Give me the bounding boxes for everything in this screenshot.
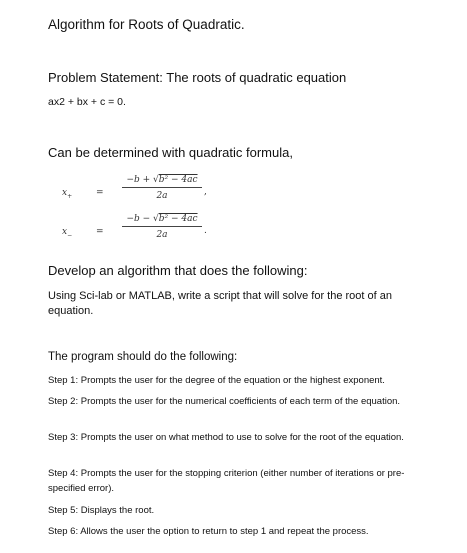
formula-punctuation: ,	[204, 187, 207, 197]
step-1: Step 1: Prompts the user for the degree of the equation or the highest exponent.	[48, 375, 385, 386]
formula-lhs	[62, 227, 72, 239]
step-4: Step 4: Prompts the user for the stopping criterion (either number of iterations or pre-specified error).	[48, 468, 405, 494]
denominator: 2a	[156, 230, 168, 240]
document-title: Algorithm for Roots of Quadratic.	[48, 17, 245, 32]
equals-sign: =	[96, 188, 104, 198]
program-heading: The program should do the following:	[48, 351, 238, 363]
step-2: Step 2: Prompts the user for the numerical coefficients of each term of the equation.	[48, 396, 401, 407]
numerator	[122, 214, 202, 227]
formula-punctuation: .	[204, 226, 207, 236]
formula-intro: Can be determined with quadratic formula,	[48, 145, 293, 160]
numerator	[122, 175, 202, 188]
step-3: Step 3: Prompts the user on what method to use to solve for the root of the equation.	[48, 432, 404, 443]
develop-heading: Develop an algorithm that does the following:	[48, 263, 308, 278]
problem-statement: Problem Statement: The roots of quadratic equation	[48, 70, 347, 85]
lhs-var: x	[62, 188, 68, 198]
fraction	[122, 214, 202, 240]
numerator-prefix: −b + √	[126, 175, 159, 185]
equals-sign: =	[96, 227, 104, 237]
step-5: Step 5: Displays the root.	[48, 505, 155, 516]
formula-lhs	[62, 188, 72, 200]
equation-text: ax2 + bx + c = 0.	[48, 96, 126, 108]
lhs-subscript: +	[67, 192, 73, 200]
fraction	[122, 175, 202, 201]
radicand: b² − 4ac	[158, 175, 198, 185]
instructions-paragraph: Using Sci-lab or MATLAB, write a script that will solve for the root of an equation.	[48, 290, 392, 317]
radicand: b² − 4ac	[158, 214, 198, 224]
numerator-prefix: −b − √	[126, 214, 159, 224]
denominator: 2a	[156, 191, 168, 201]
step-6: Step 6: Allows the user the option to return to step 1 and repeat the process.	[48, 526, 369, 537]
lhs-var: x	[62, 227, 68, 237]
lhs-subscript: −	[67, 231, 73, 239]
